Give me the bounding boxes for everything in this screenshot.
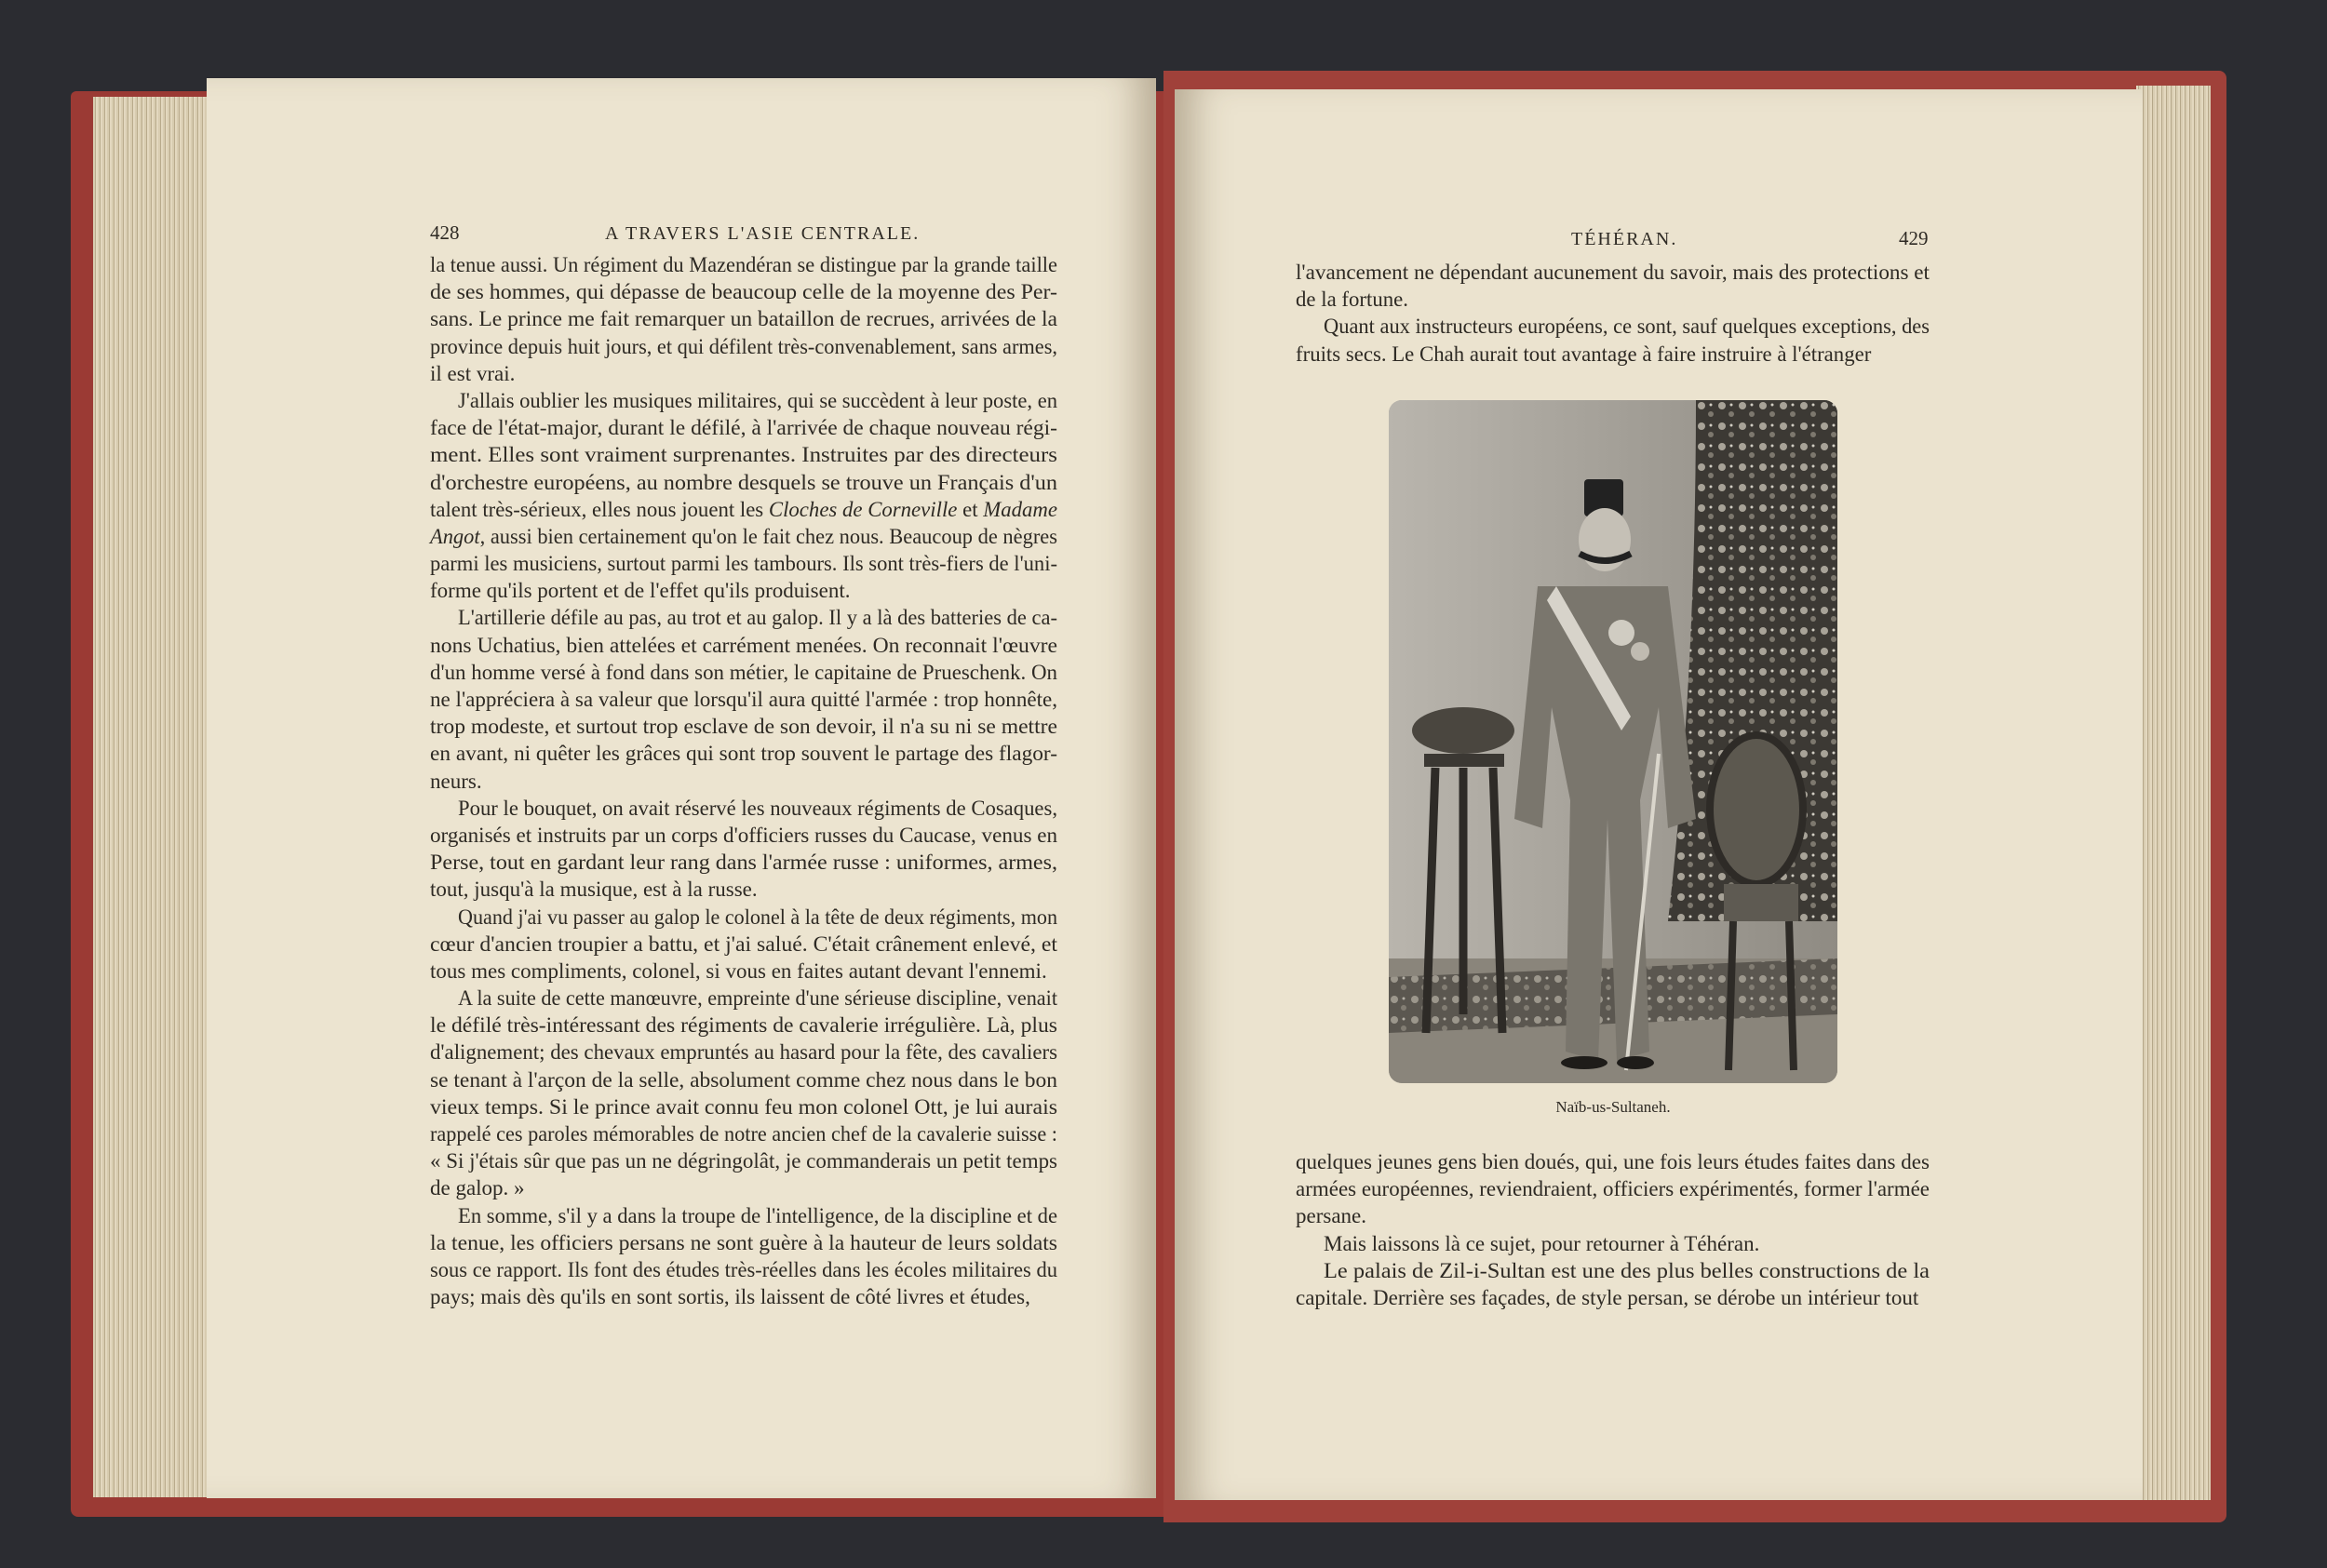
- text-line: pays; mais dès qu'ils en sont sortis, ils laissent de côté livres et études,: [430, 1285, 1030, 1309]
- text-line: face de l'état-major, durant le défilé, à l'arrivée de chaque nouveau régi-: [430, 416, 1057, 440]
- text-line: Pour le bouquet, on avait réservé les nouveaux régiments de Cosaques,: [458, 796, 1057, 820]
- text-line: quelques jeunes gens bien doués, qui, une fois leurs études faites dans des: [1296, 1150, 1930, 1173]
- text-line: Le palais de Zil-i-Sultan est une des plus belles constructions de la: [1324, 1258, 1930, 1282]
- text-line: ment. Elles sont vraiment surprenantes. Instruites par des directeurs: [430, 443, 1057, 467]
- text-line: d'alignement; des chevaux empruntés au hasard pour la fête, des cavaliers: [430, 1040, 1057, 1065]
- text-segment: , aussi bien certainement qu'on le fait chez nous. Beaucoup de nègres: [479, 524, 1057, 548]
- right-page-number: 429: [1899, 227, 1929, 249]
- text-line: sans. Le prince me fait remarquer un bataillon de recrues, arrivées de la: [430, 307, 1057, 331]
- text-line: J'allais oublier les musiques militaires, qui se succèdent à leur poste, en: [458, 388, 1057, 412]
- text-line: « Si j'étais sûr que pas un ne dégringolât, je commanderais un petit temps: [430, 1149, 1057, 1173]
- text-line: Mais laissons là ce sujet, pour retourner à Téhéran.: [1324, 1231, 1760, 1255]
- text-line: d'orchestre européens, au nombre desquels se trouve un Français d'un: [430, 470, 1057, 494]
- left-running-head: A TRAVERS L'ASIE CENTRALE.: [605, 223, 921, 244]
- italic-title: Madame: [983, 497, 1057, 521]
- text-line: [430, 523, 1057, 550]
- right-page-text-top: [1296, 259, 1930, 368]
- text-line: neurs.: [430, 769, 482, 793]
- text-line: armées européennes, reviendraient, officiers expérimentés, former l'armée: [1296, 1177, 1930, 1201]
- text-line: se tenant à l'arçon de la selle, absolument comme chez nous dans le bon: [430, 1067, 1057, 1092]
- text-line: [430, 496, 1057, 523]
- page-edges-left: [93, 97, 214, 1497]
- figure-caption: Naïb-us-Sultaneh.: [1555, 1098, 1671, 1116]
- left-page-text: [430, 251, 1057, 1310]
- text-line: de la fortune.: [1296, 288, 1408, 312]
- text-line: tous mes compliments, colonel, si vous en faites autant devant l'ennemi.: [430, 958, 1047, 983]
- text-segment: talent très-sérieux, elles nous jouent les: [430, 497, 769, 521]
- text-line: sous ce rapport. Ils font des études très-réelles dans les écoles militaires du: [430, 1257, 1057, 1281]
- text-line: L'artillerie défile au pas, au trot et au galop. Il y a là des batteries de ca-: [458, 606, 1057, 630]
- page-edges-right: [2136, 86, 2211, 1500]
- text-line: d'un homme versé à fond dans son métier, le capitaine de Prueschenk. On: [430, 660, 1057, 684]
- text-line: trop modeste, et surtout trop esclave de son devoir, il n'a su ni se mettre: [430, 715, 1057, 739]
- text-line: organisés et instruits par un corps d'officiers russes du Caucase, venus en: [430, 823, 1057, 847]
- text-line: l'avancement ne dépendant aucunement du savoir, mais des protections et: [1296, 261, 1930, 284]
- text-line: Quant aux instructeurs européens, ce sont, sauf quelques exceptions, des: [1324, 315, 1930, 339]
- text-line: fruits secs. Le Chah aurait tout avantage à faire instruire à l'étranger: [1296, 342, 1872, 366]
- text-line: A la suite de cette manœuvre, empreinte d'une sérieuse discipline, venait: [458, 986, 1057, 1011]
- portrait-photograph: [1389, 400, 1837, 1083]
- text-line: En somme, s'il y a dans la troupe de l'intelligence, de la discipline et de: [458, 1203, 1057, 1227]
- text-segment: et: [957, 497, 984, 521]
- text-line: province depuis huit jours, et qui défilent très-convenablement, sans armes,: [430, 334, 1057, 358]
- text-line: le défilé très-intéressant des régiments de cavalerie irrégulière. Là, plus: [430, 1013, 1057, 1038]
- text-line: Quand j'ai vu passer au galop le colonel à la tête de deux régiments, mon: [458, 905, 1057, 929]
- italic-title: Angot: [430, 524, 480, 548]
- text-line: cœur d'ancien troupier a battu, et j'ai salué. C'était crânement enlevé, et: [430, 931, 1057, 956]
- right-running-head: TÉHÉRAN.: [1571, 229, 1678, 249]
- text-line: ne l'appréciera à sa valeur que lorsqu'il aura quitté l'armée : trop honnête,: [430, 688, 1057, 711]
- text-line: en avant, ni quêter les grâces qui sont trop souvent le partage des flagor-: [430, 742, 1057, 766]
- text-line: de galop. »: [430, 1176, 525, 1200]
- left-page-number: 428: [430, 221, 460, 244]
- text-line: nons Uchatius, bien attelées et carrément menées. On reconnait l'œuvre: [430, 633, 1057, 657]
- text-line: capitale. Derrière ses façades, de style persan, se dérobe un intérieur tout: [1296, 1285, 1919, 1309]
- text-line: parmi les musiciens, surtout parmi les tambours. Ils sont très-fiers de l'uni-: [430, 552, 1057, 576]
- text-line: persane.: [1296, 1204, 1366, 1228]
- text-line: Perse, tout en gardant leur rang dans l'armée russe : uniformes, armes,: [430, 851, 1057, 875]
- text-line: la tenue aussi. Un régiment du Mazendéran se distingue par la grande taille: [430, 253, 1057, 276]
- text-line: forme qu'ils portent et de l'effet qu'ils produisent.: [430, 579, 851, 603]
- text-line: de ses hommes, qui dépasse de beaucoup celle de la moyenne des Per-: [430, 280, 1057, 304]
- text-line: rappelé ces paroles mémorables de notre ancien chef de la cavalerie suisse :: [430, 1122, 1057, 1146]
- text-line: la tenue, les officiers persans ne sont guère à la hauteur de leurs soldats: [430, 1230, 1057, 1254]
- text-line: il est vrai.: [430, 361, 516, 385]
- text-line: tout, jusqu'à la musique, est à la russe.: [430, 878, 758, 902]
- text-line: vieux temps. Si le prince avait connu feu mon colonel Ott, je lui aurais: [430, 1094, 1057, 1119]
- italic-title: Cloches de Corneville: [768, 497, 958, 521]
- right-page-text-bottom: [1296, 1148, 1930, 1311]
